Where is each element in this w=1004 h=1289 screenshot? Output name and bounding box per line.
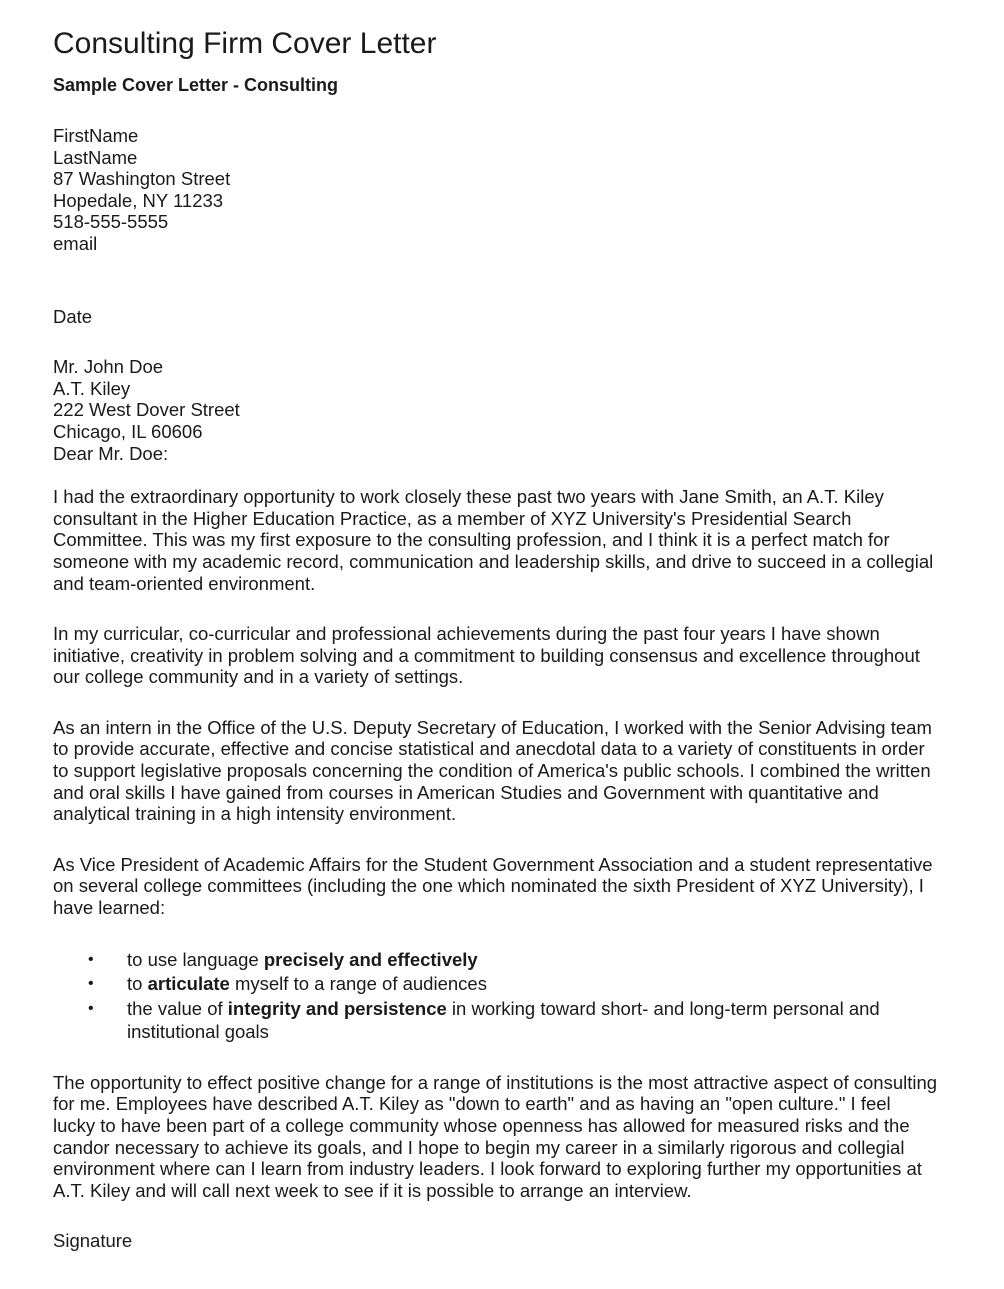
paragraph-line: for me. Employees have described A.T. Kiley as "down to earth" and as having an "open culture." I feel [53, 1093, 891, 1115]
list-item-emphasis: precisely and effectively [263, 948, 478, 970]
paragraph-line: lucky to have been part of a college community whose openness has allowed for measured risks and the [53, 1114, 910, 1136]
sender-first-name: FirstName [53, 125, 139, 146]
paragraph-line: consultant in the Higher Education Practice, as a member of XYZ University's Presidential Search [53, 507, 852, 529]
list-item [53, 972, 963, 997]
list-item-emphasis: integrity and persistence [227, 997, 447, 1019]
paragraph-line: on several college committees (including the one which nominated the sixth President of XYZ University), I [53, 875, 924, 897]
paragraph-line: I had the extraordinary opportunity to work closely these past two years with Jane Smith, an A.T. Kiley [53, 486, 884, 508]
paragraph-line: to provide accurate, effective and concise statistical and anecdotal data to a variety of constituents in order [53, 738, 925, 760]
recipient-company: A.T. Kiley [53, 377, 131, 399]
list-item-text: in working toward short- and long-term personal and [446, 997, 880, 1019]
paragraph-line: to support legislative proposals concerning the condition of America's public schools. I combined the written [53, 760, 931, 782]
paragraph-line: initiative, creativity in problem solving and a commitment to building consensus and excellence throughout [53, 644, 920, 666]
recipient-street: 222 West Dover Street [53, 399, 240, 421]
paragraph-2 [53, 623, 963, 688]
bullet-icon: • [88, 975, 94, 993]
paragraph-line: someone with my academic record, communication and leadership skills, and drive to succeed in a collegial [53, 550, 934, 572]
paragraph-line: our college community and in a variety of settings. [53, 666, 464, 688]
paragraph-4 [53, 854, 963, 919]
sender-address [53, 125, 963, 255]
paragraph-5 [53, 1072, 963, 1202]
paragraph-line: As an intern in the Office of the U.S. Deputy Secretary of Education, I worked with the Senior Advising team [53, 716, 932, 738]
paragraph-line: analytical training in a high intensity environment. [53, 803, 457, 825]
paragraph-line: A.T. Kiley and will call next week to see if it is possible to arrange an interview. [53, 1179, 692, 1201]
list-item [53, 997, 963, 1043]
list-item-text: the value of [127, 997, 228, 1019]
paragraph-line: As Vice President of Academic Affairs for the Student Government Association and a student representative [53, 853, 933, 875]
bullet-icon: • [88, 950, 94, 968]
paragraph-line: environment where can I learn from industry leaders. I look forward to exploring further my opportunities at [53, 1158, 922, 1180]
letter-page [53, 26, 963, 1252]
paragraph-3 [53, 717, 963, 825]
paragraph-line: Committee. This was my first exposure to the consulting profession, and I think it is a perfect match for [53, 529, 890, 551]
signature: Signature [53, 1230, 133, 1252]
sender-phone: 518-555-5555 [53, 211, 169, 233]
list-item-emphasis: articulate [147, 973, 230, 995]
list-item-text: myself to a range of audiences [229, 973, 487, 995]
paragraph-1 [53, 486, 963, 594]
sender-email: email [53, 232, 98, 254]
paragraph-line: have learned: [53, 897, 166, 919]
sender-city: Hopedale, NY 11233 [53, 189, 224, 211]
list-item-text: to use language [127, 948, 264, 970]
list-item [53, 948, 963, 973]
sender-last-name: LastName [53, 146, 138, 168]
paragraph-line: candor necessary to achieve its goals, and I hope to begin my career in a similarly rigorous and collegial [53, 1136, 905, 1158]
bullet-icon: • [88, 999, 94, 1017]
document-title: Consulting Firm Cover Letter [53, 27, 437, 60]
list-item-continuation: institutional goals [127, 1021, 269, 1043]
salutation: Dear Mr. Doe: [53, 442, 169, 464]
paragraph-line: The opportunity to effect positive change for a range of institutions is the most attractive aspect of consulting [53, 1071, 938, 1093]
list-item-text: to [127, 973, 148, 995]
document-subtitle: Sample Cover Letter - Consulting [53, 75, 339, 95]
letter-date: Date [53, 305, 93, 327]
paragraph-line: and team-oriented environment. [53, 572, 316, 594]
recipient-city: Chicago, IL 60606 [53, 420, 203, 442]
recipient-name: Mr. John Doe [53, 356, 164, 378]
skills-list [53, 948, 963, 1043]
recipient-address [53, 356, 963, 464]
sender-street: 87 Washington Street [53, 168, 231, 190]
paragraph-line: In my curricular, co-curricular and professional achievements during the past four years I have shown [53, 623, 880, 645]
paragraph-line: and oral skills I have gained from courses in American Studies and Government with quantitative and [53, 781, 879, 803]
